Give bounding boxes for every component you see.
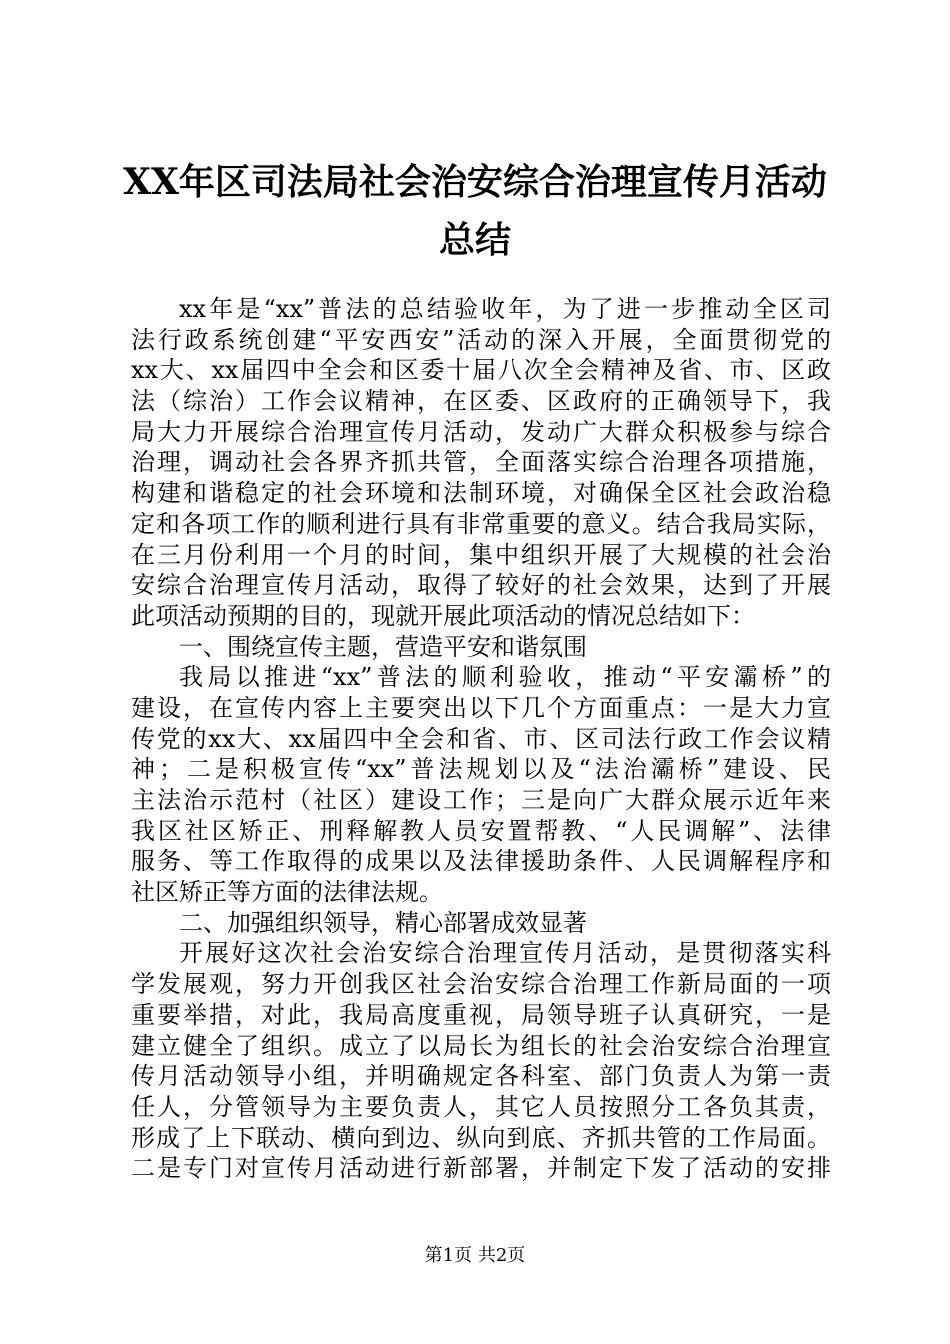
text-line: 我区社区矫正、刑释解教人员安置帮教、“人民调解”、法律	[131, 816, 831, 845]
text-line: 此项活动预期的目的，现就开展此项活动的情况总结如下：	[131, 601, 755, 630]
text-line: 形成了上下联动、横向到边、纵向到底、齐抓共管的工作局面。	[131, 1123, 831, 1152]
text-line: 建立健全了组织。成立了以局长为组长的社会治安综合治理宣	[131, 1031, 831, 1060]
text-line: 社区矫正等方面的法律法规。	[131, 878, 443, 907]
document-title-line-1: XX年区司法局社会治安综合治理宣传月活动	[123, 161, 827, 203]
text-line: 局大力开展综合治理宣传月活动，发动广大群众积极参与综合	[131, 417, 831, 446]
document-title-line-2: 总结	[438, 219, 511, 261]
text-line: 学发展观，努力开创我区社会治安综合治理工作新局面的一项	[131, 970, 831, 999]
page-number-footer: 第1页 共2页	[424, 1245, 526, 1266]
text-line: 治理，调动社会各界齐抓共管，全面落实综合治理各项措施，	[131, 448, 831, 477]
text-line: 我局以推进“xx”普法的顺利验收，推动“平安灞桥”的	[179, 663, 831, 692]
document-body	[131, 294, 831, 1184]
text-line: 重要举措，对此，我局高度重视，局领导班子认真研究，一是	[131, 1000, 831, 1029]
text-line: 构建和谐稳定的社会环境和法制环境，对确保全区社会政治稳	[131, 479, 831, 508]
text-line: 开展好这次社会治安综合治理宣传月活动，是贯彻落实科	[179, 939, 831, 968]
text-line: xx年是“xx”普法的总结验收年，为了进一步推动全区司	[179, 295, 831, 323]
text-line: 传党的xx大、xx届四中全会和省、市、区司法行政工作会议精	[131, 724, 831, 753]
text-line: 一、围绕宣传主题，营造平安和谐氛围	[179, 632, 587, 661]
text-line: 服务、等工作取得的成果以及法律援助条件、人民调解程序和	[131, 847, 831, 876]
text-line: 建设，在宣传内容上主要突出以下几个方面重点：一是大力宣	[131, 693, 831, 722]
text-line: xx大、xx届四中全会和区委十届八次全会精神及省、市、区政	[131, 356, 831, 385]
text-line: 安综合治理宣传月活动，取得了较好的社会效果，达到了开展	[131, 571, 831, 600]
text-line: 二是专门对宣传月活动进行新部署，并制定下发了活动的安排	[131, 1154, 831, 1183]
text-line: 神；二是积极宣传“xx”普法规划以及“法治灞桥”建设、民	[131, 755, 831, 784]
text-line: 主法治示范村（社区）建设工作；三是向广大群众展示近年来	[131, 786, 831, 814]
text-line: 法行政系统创建“平安西安”活动的深入开展，全面贯彻党的	[131, 325, 831, 354]
text-line: 二、加强组织领导，精心部署成效显著	[179, 908, 587, 937]
text-line: 传月活动领导小组，并明确规定各科室、部门负责人为第一责	[131, 1062, 831, 1091]
text-line: 法（综治）工作会议精神，在区委、区政府的正确领导下，我	[131, 387, 831, 416]
text-line: 定和各项工作的顺利进行具有非常重要的意义。结合我局实际，	[131, 509, 831, 538]
text-line: 在三月份利用一个月的时间，集中组织开展了大规模的社会治	[131, 540, 831, 569]
text-line: 任人，分管领导为主要负责人，其它人员按照分工各负其责，	[131, 1092, 831, 1121]
